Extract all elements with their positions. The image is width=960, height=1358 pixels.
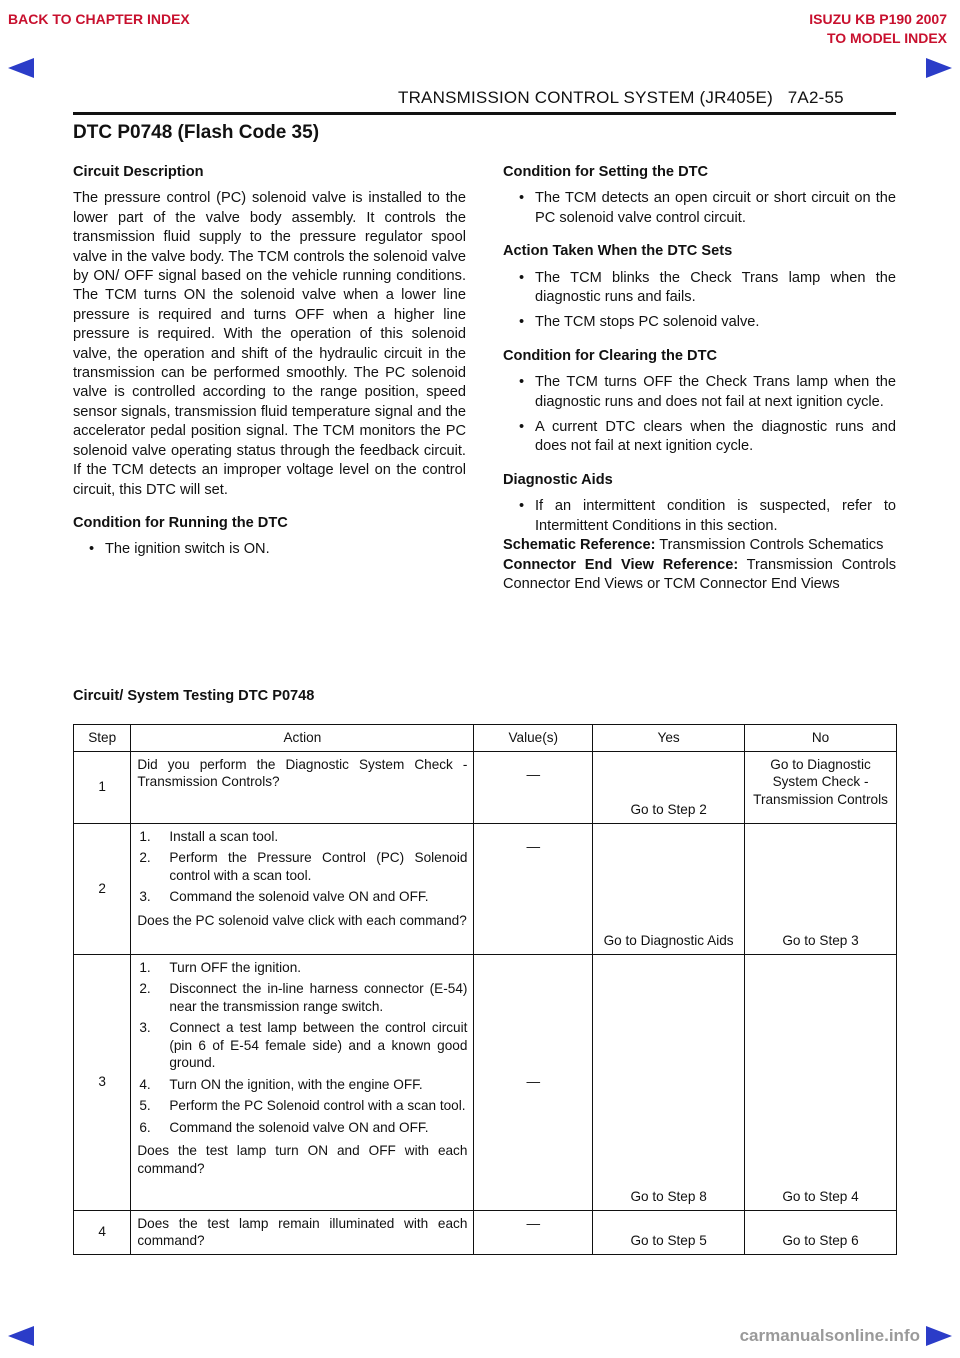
connector-reference: Connector End View Reference: Transmission Controls Connector End Views or TCM Connector End Views: [503, 556, 896, 592]
step-number: 2: [74, 823, 131, 954]
header-no: No: [745, 725, 897, 752]
diagnostic-steps-table: [73, 724, 897, 1255]
right-column: [503, 163, 896, 594]
step-action: 1. Turn OFF the ignition. 2. Disconnect the in-line harness connector (E-54) near the transmission range switch. 3. Connect a test lamp between the control circuit (pin 6 of E-54 female side) and a known good ground. 4. Turn ON the ignition, with the engine OFF. 5. Perform the PC Solenoid control with a scan tool. 6. Command the solenoid valve ON and OFF. Does the test lamp turn ON and OFF with each command?: [131, 954, 474, 1210]
circuit-description-heading: Circuit Description: [73, 164, 204, 180]
list-item: 6. Command the solenoid valve ON and OFF.: [139, 1119, 429, 1135]
list-item: • The TCM turns OFF the Check Trans lamp when the diagnostic runs and does not fail at next ignition cycle.: [519, 374, 896, 410]
running-header: [398, 88, 844, 108]
list-item: 1. Turn OFF the ignition.: [139, 959, 302, 975]
prev-page-arrow-icon[interactable]: [8, 58, 34, 78]
step-no: Go to Step 3: [745, 823, 897, 954]
list-item: 3. Connect a test lamp between the control circuit (pin 6 of E-54 female side) and a known good ground.: [139, 1020, 468, 1070]
watermark: carmanualsonline.info: [739, 1326, 920, 1345]
step-value: —: [474, 954, 593, 1210]
header-section-title: TRANSMISSION CONTROL SYSTEM (JR405E): [398, 88, 773, 107]
list-item: 2. Disconnect the in-line harness connector (E-54) near the transmission range switch.: [139, 981, 468, 1014]
list-item: • If an intermittent condition is suspected, refer to Intermittent Conditions in this section.: [519, 498, 896, 534]
clearing-conditions-heading: Condition for Clearing the DTC: [503, 347, 718, 364]
brand-label: ISUZU KB P190 2007: [809, 11, 947, 27]
list-item: 2. Perform the Pressure Control (PC) Solenoid control with a scan tool.: [139, 850, 468, 883]
to-model-index-link[interactable]: TO MODEL INDEX: [826, 30, 947, 46]
step-number: 3: [74, 954, 131, 1210]
dtc-title: DTC P0748 (Flash Code 35): [73, 122, 320, 143]
step-action: Does the test lamp remain illuminated with each command?: [131, 1210, 474, 1254]
step-number: 4: [74, 1210, 131, 1254]
step-no: Go to Diagnostic System Check - Transmission Controls: [745, 751, 897, 823]
step-yes: Go to Diagnostic Aids: [593, 823, 745, 954]
step-yes: Go to Step 8: [593, 954, 745, 1210]
header-action: Action: [131, 725, 474, 752]
step-action: Did you perform the Diagnostic System Check - Transmission Controls?: [131, 751, 474, 823]
back-to-chapter-link[interactable]: BACK TO CHAPTER INDEX: [8, 11, 190, 27]
diagnostic-aids-heading: Diagnostic Aids: [503, 471, 613, 488]
list-item: 1. Install a scan tool.: [139, 828, 279, 844]
schematic-reference: Schematic Reference: Transmission Controls Schematics: [503, 537, 884, 554]
header-step: Step: [74, 725, 131, 752]
step-yes: Go to Step 5: [593, 1210, 745, 1254]
list-item: • A current DTC clears when the diagnostic runs and does not fail at next ignition cycle.: [519, 419, 896, 455]
list-item: • The TCM blinks the Check Trans lamp when the diagnostic runs and fails.: [519, 269, 896, 306]
step-value: —: [474, 1210, 593, 1254]
header-yes: Yes: [593, 725, 745, 752]
circuit-description-text: The pressure control (PC) solenoid valve is installed to the lower part of the valve body assembly. It controls the transmission fluid supply to the pressure regulator spool valve in the valve body. The TCM controls the solenoid valve by ON/ OFF signal based on the vehicle running conditions. The TCM turns ON the solenoid valve when a lower line pressure is required and turns OFF when a higher line pressure is required. With the operation of this solenoid valve, the operation and shift of the hydraulic circuit in the transmission can be performed smoothly. The PC solenoid valve is controlled according to the range position, speed sensor signals, transmission fluid temperature signal and the accelerator pedal position signal. The TCM monitors the PC solenoid valve operating status through the feedback circuit. If the TCM detects an improper voltage level on the control circuit, this DTC will set.: [73, 190, 466, 498]
list-item: • The ignition switch is ON.: [89, 541, 270, 558]
next-page-arrow-icon[interactable]: [926, 58, 952, 78]
step-action: 1. Install a scan tool. 2. Perform the Pressure Control (PC) Solenoid control with a scan tool. 3. Command the solenoid valve ON and OFF. Does the PC solenoid valve click with each command?: [131, 823, 474, 954]
list-item: • The TCM detects an open circuit or short circuit on the PC solenoid valve control circuit.: [519, 190, 896, 226]
next-page-arrow-icon[interactable]: [926, 1326, 952, 1346]
step-number: 1: [74, 751, 131, 823]
step-no: Go to Step 4: [745, 954, 897, 1210]
list-item: 4. Turn ON the ignition, with the engine OFF.: [139, 1076, 423, 1092]
header-page-number: 7A2-55: [787, 88, 844, 107]
table-row: [74, 1210, 897, 1254]
prev-page-arrow-icon[interactable]: [8, 1326, 34, 1346]
table-row: [74, 751, 897, 823]
list-item: 3. Command the solenoid valve ON and OFF.: [139, 889, 429, 904]
table-header-row: [74, 725, 897, 752]
action-taken-heading: Action Taken When the DTC Sets: [503, 243, 733, 260]
setting-conditions-heading: Condition for Setting the DTC: [503, 164, 709, 180]
table-title: Circuit/ System Testing DTC P0748: [73, 688, 315, 704]
left-column: [73, 163, 466, 574]
running-conditions-heading: Condition for Running the DTC: [73, 514, 288, 531]
step-no: Go to Step 6: [745, 1210, 897, 1254]
step-yes: Go to Step 2: [593, 751, 745, 823]
step-value: —: [474, 823, 593, 954]
header-values: Value(s): [474, 725, 593, 752]
header-rule: [73, 112, 896, 115]
list-item: 5. Perform the PC Solenoid control with a scan tool.: [139, 1098, 466, 1113]
table-row: [74, 954, 897, 1210]
step-value: —: [474, 751, 593, 823]
table-row: [74, 823, 897, 954]
list-item: • The TCM stops PC solenoid valve.: [519, 314, 760, 331]
